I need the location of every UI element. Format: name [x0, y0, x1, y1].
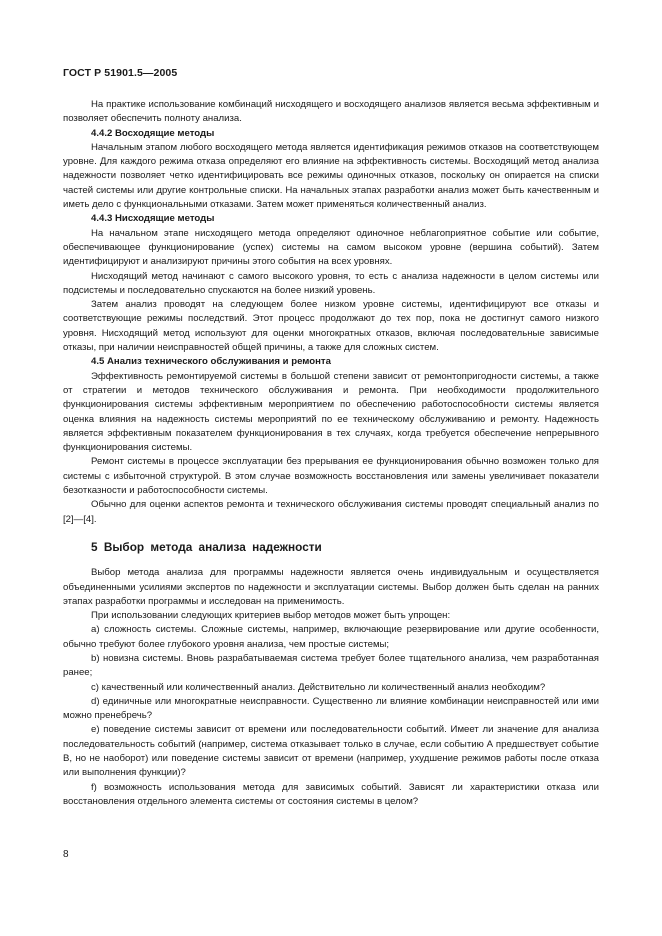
- paragraph: Начальным этапом любого восходящего метода является идентификация режимов отказов на соответствующем уровне. Для каждого режима отказа определяют его влияние на эффективность системы. Восходящий метод анализа надежности позволяет четко идентифицировать все режимы одиночных отказов, поскольку он опирается на списки частей системы или другие контрольные списки. На начальных этапах разработки анализ может быть качественным и иметь дело с функциональными отказами. Затем может применяться количественный анализ.: [63, 141, 599, 211]
- paragraph: Затем анализ проводят на следующем более низком уровне системы, идентифицируют все отказы и соответствующие режимы последствий. Этот процесс продолжают до тех пор, пока не достигнут самого низкого уровня. Нисходящий метод используют для оценки многократных отказов, включая последовательные зависимые отказы, при наличии неисправностей общей причины, а также для сложных систем.: [63, 299, 599, 354]
- paragraph: Эффективность ремонтируемой системы в большой степени зависит от ремонтопригодности системы, а также от стратегии и методов технического обслуживания и ремонта. При необходимости продолжительного функционирования системы эффективным мероприятием по обеспечению работоспособности системы является оценка влияния на надежность системы мероприятий по ее техническому обслуживанию и ремонту. Надежность является эффективным показателем функционирования в тех случаях, когда требуется обеспечение непрерывного функционирования системы.: [63, 370, 599, 454]
- paragraph: Нисходящий метод начинают с самого высокого уровня, то есть с анализа надежности в целом системы или подсистемы и последовательно спускаются на более низкий уровень.: [63, 270, 599, 296]
- paragraph: d) единичные или многократные неисправности. Существенно ли влияние комбинации неисправностей или ими можно пренебречь?: [63, 695, 599, 722]
- paragraph: b) новизна системы. Вновь разрабатываемая система требует более тщательного анализа, чем разработанная ранее;: [63, 652, 599, 679]
- page-number: 8: [63, 849, 69, 860]
- paragraph: При использовании следующих критериев выбор методов может быть упрощен:: [91, 610, 451, 622]
- paragraph: На начальном этапе нисходящего метода определяют одиночное неблагоприятное событие или событие, обеспечивающее функционирование (успех) системы на самом высоком уровне (вершина событий). Затем идентифицируют и анализируют причины этого события на всех уровнях.: [63, 227, 599, 268]
- paragraph: На практике использование комбинаций нисходящего и восходящего анализов является весьма эффективным и позволяет обеспечить полноту анализа.: [63, 99, 599, 125]
- paragraph: Ремонт системы в процессе эксплуатации без прерывания ее функционирования обычно возможен только для системы с избыточной структурой. В этом случае возможность восстановления или замены увеличивает показатели безотказности и работоспособности системы.: [63, 456, 599, 497]
- paragraph: a) сложность системы. Сложные системы, например, включающие резервирование или другие особенности, обычно требуют более глубокого уровня анализа, чем простые системы;: [63, 624, 599, 650]
- paragraph: f) возможность использования метода для зависимых событий. Зависят ли характеристики отказа или восстановления отдельного элемента системы от состояния системы в целом?: [63, 781, 599, 807]
- chapter-heading: 5 Выбор метода анализа надежности: [91, 539, 322, 554]
- section-heading: 4.5 Анализ технического обслуживания и ремонта: [91, 356, 331, 368]
- section-heading: 4.4.3 Нисходящие методы: [91, 213, 215, 225]
- paragraph: Выбор метода анализа для программы надежности является очень индивидуальным и осуществляется объединенными усилиями экспертов по надежности и эксплуатации системы. Выбор должен быть сделан на ранних этапах разработки программы и исследован на применимость.: [63, 567, 599, 607]
- paragraph: Обычно для оценки аспектов ремонта и технического обслуживания системы проводят специальный анализ по [2]—[4].: [63, 499, 599, 525]
- paragraph: e) поведение системы зависит от времени или последовательности событий. Имеет ли значение для анализа последовательность событий (например, система отказывает только в случае, если событию А предшествует событие В, но не наоборот) или поведение системы зависит от времени (например, ухудшение режимов работы после отказа или выполнения функции)?: [63, 724, 599, 779]
- document-body: [63, 98, 599, 809]
- paragraph: c) качественный или количественный анализ. Действительно ли количественный анализ необходим?: [91, 681, 546, 693]
- section-heading: 4.4.2 Восходящие методы: [91, 127, 215, 139]
- document-header: ГОСТ Р 51901.5—2005: [63, 67, 178, 79]
